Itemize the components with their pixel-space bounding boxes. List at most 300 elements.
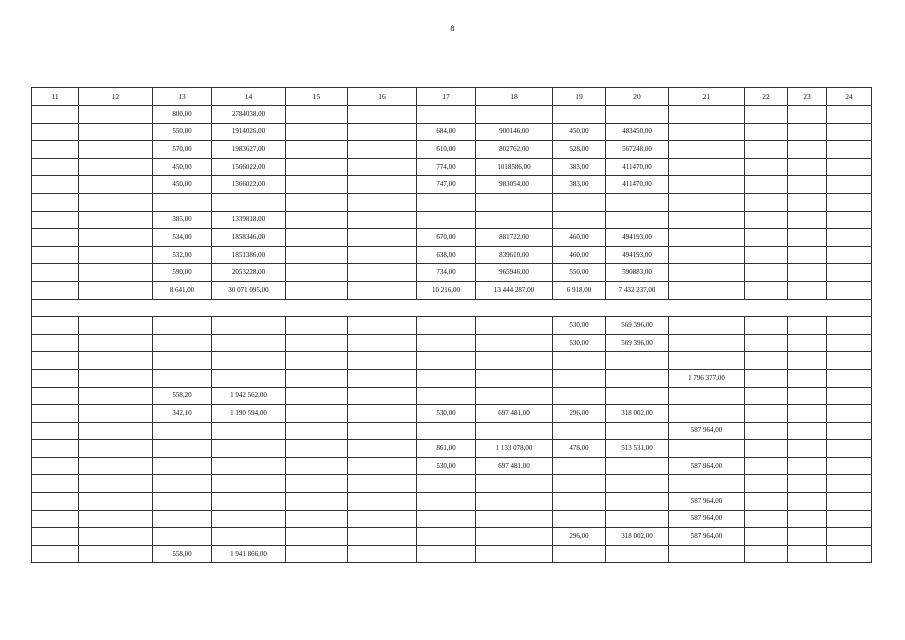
- column-header: 18: [476, 88, 553, 106]
- table-cell: [286, 528, 348, 546]
- table-cell: [153, 352, 212, 370]
- table-cell: [153, 493, 212, 511]
- table-cell: 530,00: [553, 334, 606, 352]
- table-cell: 494193,00: [606, 246, 669, 264]
- table-cell: 296,00: [553, 405, 606, 423]
- table-cell: [79, 510, 153, 528]
- table-cell: [417, 510, 476, 528]
- table-cell: 6 918,00: [553, 281, 606, 299]
- table-row: [32, 229, 872, 247]
- table-cell: [788, 176, 827, 194]
- table-cell: [286, 405, 348, 423]
- table-cell: 1 796 377,00: [669, 369, 745, 387]
- table-row: [32, 299, 872, 317]
- table-row: [32, 387, 872, 405]
- table-cell: [553, 457, 606, 475]
- table-cell: [788, 422, 827, 440]
- table-cell: [745, 493, 788, 511]
- table-row: [32, 281, 872, 299]
- column-header: 21: [669, 88, 745, 106]
- table-cell: [827, 440, 872, 458]
- table-cell: [827, 369, 872, 387]
- table-cell: 802762,00: [476, 141, 553, 159]
- table-cell: 590883,00: [606, 264, 669, 282]
- table-cell: 1914026,00: [212, 123, 286, 141]
- table-cell: 530,00: [417, 457, 476, 475]
- table-cell: 983054,00: [476, 176, 553, 194]
- table-cell: [348, 106, 417, 124]
- table-cell: [669, 281, 745, 299]
- table-cell: [212, 317, 286, 335]
- table-cell: [348, 405, 417, 423]
- table-cell: 478,00: [553, 440, 606, 458]
- table-cell: 1 942 562,00: [212, 387, 286, 405]
- table-cell: 638,00: [417, 246, 476, 264]
- table-cell: [827, 211, 872, 229]
- table-cell: [212, 334, 286, 352]
- table-cell: [827, 317, 872, 335]
- table-cell: [745, 422, 788, 440]
- table-cell: [745, 123, 788, 141]
- table-cell: [286, 211, 348, 229]
- table-cell: [669, 211, 745, 229]
- table-cell: 670,00: [417, 229, 476, 247]
- table-cell: [79, 457, 153, 475]
- column-header: 12: [79, 88, 153, 106]
- table-cell: 2784038,00: [212, 106, 286, 124]
- table-cell: [745, 317, 788, 335]
- table-cell: [286, 106, 348, 124]
- table-cell: [476, 352, 553, 370]
- table-cell: [32, 352, 79, 370]
- table-cell: [153, 369, 212, 387]
- table-cell: [788, 405, 827, 423]
- table-cell: [348, 457, 417, 475]
- table-cell: 567248,00: [606, 141, 669, 159]
- table-cell: [606, 545, 669, 563]
- table-cell: 570,00: [153, 141, 212, 159]
- table-cell: [476, 528, 553, 546]
- table-cell: [606, 352, 669, 370]
- table-cell: 1018586,00: [476, 158, 553, 176]
- table-cell: [286, 475, 348, 493]
- table-cell: [286, 317, 348, 335]
- table-cell: [79, 528, 153, 546]
- table-cell: [32, 211, 79, 229]
- table-cell: [476, 545, 553, 563]
- table-cell: [827, 475, 872, 493]
- table-cell: [476, 106, 553, 124]
- column-header: 19: [553, 88, 606, 106]
- table-cell: 587 964,00: [669, 422, 745, 440]
- table-cell: [32, 141, 79, 159]
- table-cell: [745, 457, 788, 475]
- table-cell: [827, 405, 872, 423]
- table-cell: [286, 334, 348, 352]
- table-cell: [476, 387, 553, 405]
- table-cell: [553, 369, 606, 387]
- table-cell: [79, 158, 153, 176]
- table-cell: [788, 193, 827, 211]
- table-cell: 734,00: [417, 264, 476, 282]
- table-cell: [553, 352, 606, 370]
- table-cell: [669, 158, 745, 176]
- table-cell: [79, 317, 153, 335]
- table-cell: 318 002,00: [606, 528, 669, 546]
- table-cell: [788, 369, 827, 387]
- table-cell: [669, 141, 745, 159]
- table-cell: [788, 352, 827, 370]
- table-cell: [606, 475, 669, 493]
- table-cell: 587 964,00: [669, 493, 745, 511]
- table-cell: [553, 193, 606, 211]
- table-cell: [745, 281, 788, 299]
- table-cell: 1 190 594,00: [212, 405, 286, 423]
- table-cell: [788, 510, 827, 528]
- table-cell: [827, 528, 872, 546]
- table-cell: [745, 141, 788, 159]
- table-cell: [476, 369, 553, 387]
- table-cell: 534,00: [153, 229, 212, 247]
- table-cell: [79, 334, 153, 352]
- table-cell: [32, 422, 79, 440]
- table-cell: [417, 422, 476, 440]
- table-cell: [79, 352, 153, 370]
- table-cell: [286, 141, 348, 159]
- table-cell: [827, 387, 872, 405]
- page-number: 8: [450, 24, 455, 33]
- table-cell: [153, 193, 212, 211]
- table-cell: [669, 387, 745, 405]
- table-cell: 528,00: [553, 141, 606, 159]
- table-cell: 1858346,00: [212, 229, 286, 247]
- table-cell: [212, 510, 286, 528]
- table-cell: [827, 334, 872, 352]
- table-cell: [417, 475, 476, 493]
- table-cell: [745, 176, 788, 194]
- table-cell: [606, 493, 669, 511]
- table-cell: [476, 422, 553, 440]
- table-cell: [286, 281, 348, 299]
- table-cell: [669, 475, 745, 493]
- table-cell: [286, 422, 348, 440]
- table-cell: [153, 317, 212, 335]
- table-cell: [79, 475, 153, 493]
- table-cell: [286, 264, 348, 282]
- table-row: [32, 440, 872, 458]
- table-cell: [788, 475, 827, 493]
- table-cell: 530,00: [417, 405, 476, 423]
- table-cell: [745, 334, 788, 352]
- table-cell: 383,00: [553, 176, 606, 194]
- table-cell: [79, 229, 153, 247]
- table-cell: [669, 334, 745, 352]
- table-cell: 1566022,00: [212, 158, 286, 176]
- table-cell: [32, 158, 79, 176]
- table-cell: [286, 387, 348, 405]
- table-cell: 318 002,00: [606, 405, 669, 423]
- table-cell: 411470,00: [606, 158, 669, 176]
- table-cell: [348, 369, 417, 387]
- table-cell: [788, 317, 827, 335]
- table-cell: [553, 510, 606, 528]
- table-cell: 861,00: [417, 440, 476, 458]
- table-cell: [827, 193, 872, 211]
- table-cell: [745, 246, 788, 264]
- table-cell: [476, 211, 553, 229]
- table-cell: [476, 510, 553, 528]
- table-cell: [745, 229, 788, 247]
- table-cell: 450,00: [553, 123, 606, 141]
- table-cell: [827, 106, 872, 124]
- table-cell: [348, 176, 417, 194]
- column-header: 11: [32, 88, 79, 106]
- table-cell: [79, 211, 153, 229]
- table-cell: [417, 387, 476, 405]
- table-cell: [553, 387, 606, 405]
- table-cell: [827, 510, 872, 528]
- table-cell: [79, 176, 153, 194]
- table-cell: [348, 545, 417, 563]
- table-cell: [32, 193, 79, 211]
- table-cell: [286, 440, 348, 458]
- table-cell: [348, 123, 417, 141]
- table-cell: [669, 545, 745, 563]
- table-cell: [827, 141, 872, 159]
- table-cell: [476, 334, 553, 352]
- table-cell: [286, 229, 348, 247]
- table-cell: 1851386,00: [212, 246, 286, 264]
- table-cell: [79, 123, 153, 141]
- table-cell: 558,20: [153, 387, 212, 405]
- table-cell: [348, 334, 417, 352]
- table-cell: [79, 545, 153, 563]
- table-cell: [476, 193, 553, 211]
- table-cell: [286, 246, 348, 264]
- table-cell: 839610,00: [476, 246, 553, 264]
- table-cell: [606, 457, 669, 475]
- table-cell: [32, 457, 79, 475]
- table-cell: [348, 246, 417, 264]
- table-cell: [286, 352, 348, 370]
- table-cell: [32, 387, 79, 405]
- table-cell: 7 432 237,00: [606, 281, 669, 299]
- table-row: [32, 264, 872, 282]
- table-cell: 2053228,00: [212, 264, 286, 282]
- table-cell: [669, 176, 745, 194]
- table-cell: [553, 106, 606, 124]
- table-cell: [827, 176, 872, 194]
- table-cell: [79, 106, 153, 124]
- table-cell: 590,00: [153, 264, 212, 282]
- table-cell: [669, 229, 745, 247]
- table-cell: [79, 440, 153, 458]
- table-cell: [212, 422, 286, 440]
- table-cell: [32, 545, 79, 563]
- table-cell: [669, 317, 745, 335]
- table-cell: 569 396,00: [606, 334, 669, 352]
- table-cell: [788, 281, 827, 299]
- table-cell: [153, 334, 212, 352]
- table-cell: [553, 545, 606, 563]
- table-row: [32, 475, 872, 493]
- table-row: [32, 457, 872, 475]
- table-row: [32, 211, 872, 229]
- table-cell: [32, 176, 79, 194]
- table-cell: [79, 405, 153, 423]
- table-cell: [32, 264, 79, 282]
- table-cell: [286, 158, 348, 176]
- table-cell: [32, 369, 79, 387]
- table-cell: [348, 528, 417, 546]
- table-cell: [827, 229, 872, 247]
- table-row: [32, 141, 872, 159]
- table-cell: [476, 317, 553, 335]
- table-cell: 774,00: [417, 158, 476, 176]
- table-cell: [827, 457, 872, 475]
- table-cell: [827, 264, 872, 282]
- column-header: 13: [153, 88, 212, 106]
- table-row: [32, 176, 872, 194]
- table-cell: [827, 422, 872, 440]
- table-cell: [553, 211, 606, 229]
- table-cell: [745, 528, 788, 546]
- column-header: 17: [417, 88, 476, 106]
- table-row: [32, 158, 872, 176]
- column-header: 16: [348, 88, 417, 106]
- table-cell: [212, 528, 286, 546]
- table-cell: 450,00: [153, 176, 212, 194]
- table-cell: [32, 281, 79, 299]
- table-cell: [348, 264, 417, 282]
- table-cell: [606, 510, 669, 528]
- table-cell: [669, 106, 745, 124]
- table-row: [32, 193, 872, 211]
- table-cell: [348, 281, 417, 299]
- table-cell: [788, 158, 827, 176]
- table-cell: [788, 334, 827, 352]
- table-cell: [827, 246, 872, 264]
- data-table: [31, 87, 872, 563]
- table-cell: 460,00: [553, 246, 606, 264]
- table-cell: [553, 475, 606, 493]
- table-cell: 383,00: [553, 158, 606, 176]
- table-cell: [788, 528, 827, 546]
- table-cell: 558,00: [153, 545, 212, 563]
- table-cell: [32, 229, 79, 247]
- table-cell: 550,00: [153, 123, 212, 141]
- table-cell: [212, 193, 286, 211]
- table-row: [32, 493, 872, 511]
- table-cell: [745, 352, 788, 370]
- table-cell: [606, 422, 669, 440]
- table-cell: 530,00: [553, 317, 606, 335]
- table-cell: [32, 317, 79, 335]
- table-cell: [788, 545, 827, 563]
- table-cell: 800,00: [153, 106, 212, 124]
- table-cell: 587 964,00: [669, 528, 745, 546]
- table-cell: [827, 281, 872, 299]
- table-cell: [212, 440, 286, 458]
- table-cell: [212, 352, 286, 370]
- table-cell: [745, 387, 788, 405]
- table-cell: 13 444 287,00: [476, 281, 553, 299]
- table-cell: 460,00: [553, 229, 606, 247]
- table-cell: [153, 440, 212, 458]
- table-cell: [417, 106, 476, 124]
- table-cell: 30 071 095,00: [212, 281, 286, 299]
- table-cell: [153, 510, 212, 528]
- column-header: 20: [606, 88, 669, 106]
- table-cell: [669, 352, 745, 370]
- table-cell: [32, 475, 79, 493]
- table-cell: 10 216,00: [417, 281, 476, 299]
- table-cell: [153, 528, 212, 546]
- table-cell: [745, 106, 788, 124]
- table-cell: [79, 387, 153, 405]
- table-cell: [788, 387, 827, 405]
- table-cell: [348, 493, 417, 511]
- table-cell: [788, 246, 827, 264]
- table-cell: [79, 493, 153, 511]
- table-cell: [476, 493, 553, 511]
- table-cell: [286, 457, 348, 475]
- table-cell: [417, 317, 476, 335]
- column-header: 23: [788, 88, 827, 106]
- table-cell: [606, 369, 669, 387]
- table-cell: [417, 211, 476, 229]
- table-cell: [79, 264, 153, 282]
- table-cell: [788, 440, 827, 458]
- table-row: [32, 106, 872, 124]
- table-cell: [212, 475, 286, 493]
- table-cell: [212, 493, 286, 511]
- table-cell: [827, 352, 872, 370]
- table-cell: 411470,00: [606, 176, 669, 194]
- table-cell: [745, 211, 788, 229]
- table-cell: [153, 422, 212, 440]
- table-cell: [79, 246, 153, 264]
- table-cell: [745, 369, 788, 387]
- table-cell: 587 964,00: [669, 457, 745, 475]
- table-cell: [417, 528, 476, 546]
- table-cell: [79, 141, 153, 159]
- table-cell: [553, 422, 606, 440]
- table-cell: [32, 299, 872, 317]
- table-cell: [286, 193, 348, 211]
- table-cell: [286, 510, 348, 528]
- table-cell: [79, 422, 153, 440]
- table-cell: [788, 493, 827, 511]
- table-cell: [348, 475, 417, 493]
- table-cell: [745, 545, 788, 563]
- table-cell: [827, 123, 872, 141]
- table-cell: [348, 352, 417, 370]
- table-row: [32, 528, 872, 546]
- table-row: [32, 422, 872, 440]
- table-cell: [286, 545, 348, 563]
- table-row: [32, 510, 872, 528]
- table-cell: [348, 440, 417, 458]
- table-cell: 8 641,00: [153, 281, 212, 299]
- table-cell: [212, 457, 286, 475]
- table-cell: [669, 440, 745, 458]
- table-cell: [606, 387, 669, 405]
- table-cell: 1 941 866,00: [212, 545, 286, 563]
- table-cell: [32, 493, 79, 511]
- table-cell: [788, 211, 827, 229]
- table-cell: 697 481,00: [476, 405, 553, 423]
